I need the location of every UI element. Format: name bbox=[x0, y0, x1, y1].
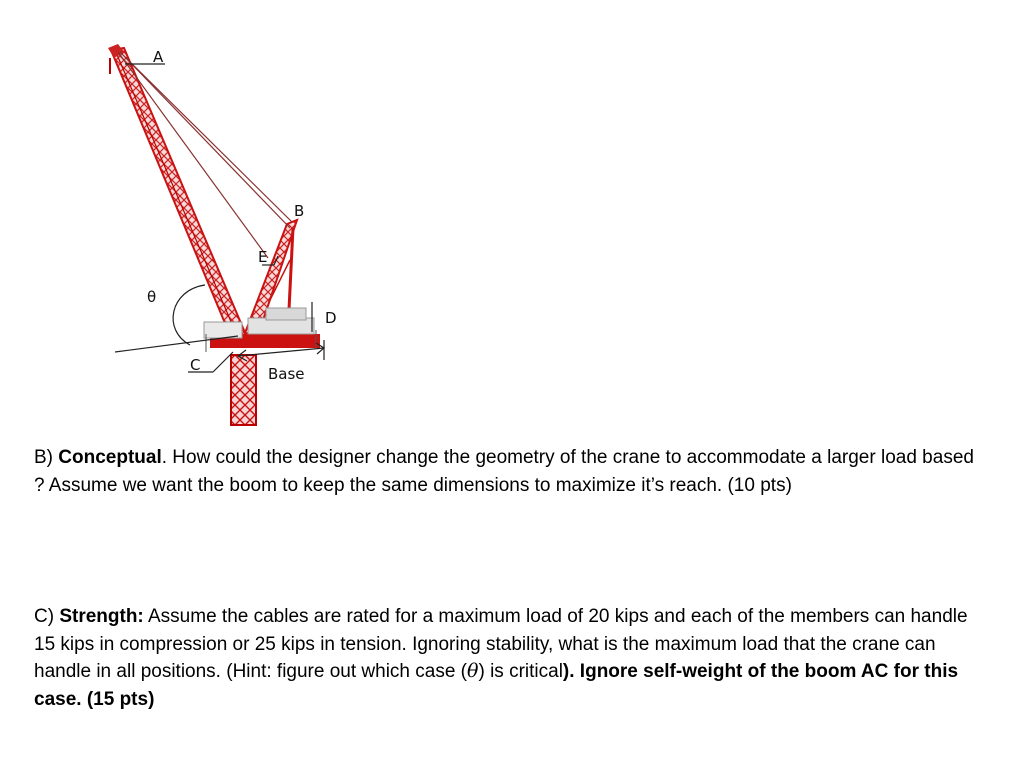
main-boom bbox=[108, 44, 246, 340]
question-b-text: . How could the designer change the geometry of the crane to accommodate a larger load based ? Assume we want the boom to keep the same dimensions to maximize it’s reach. (10 pts) bbox=[34, 447, 974, 496]
question-c-theta: θ bbox=[467, 660, 479, 682]
label-c: C bbox=[190, 356, 201, 374]
label-e: E bbox=[258, 248, 268, 266]
label-a: A bbox=[153, 48, 164, 66]
question-b bbox=[34, 444, 974, 499]
cables bbox=[118, 52, 292, 258]
label-base: Base bbox=[268, 365, 305, 383]
question-c-prefix: C) bbox=[34, 606, 60, 627]
tower-mast bbox=[231, 355, 256, 425]
question-c-text-2: ) is critical bbox=[478, 661, 563, 682]
question-b-title: Conceptual bbox=[58, 447, 162, 468]
question-b-prefix: B) bbox=[34, 447, 59, 468]
label-d: D bbox=[325, 309, 337, 327]
label-b: B bbox=[294, 202, 305, 220]
question-c-title: Strength: bbox=[59, 606, 144, 627]
question-c-bold-tail: ). Ignore self-weight of the boom AC for this case. (15 pts) bbox=[34, 661, 959, 710]
question-c bbox=[34, 603, 974, 713]
label-theta: θ bbox=[147, 288, 157, 306]
question-c-text-1: Assume the cables are rated for a maximum load of 20 kips and each of the members can handle 15 kips in compression or 25 kips in tension. Ignoring stability, what is the maximum load that the crane can handle in all positions. (Hint: figure out which case ( bbox=[34, 606, 968, 682]
